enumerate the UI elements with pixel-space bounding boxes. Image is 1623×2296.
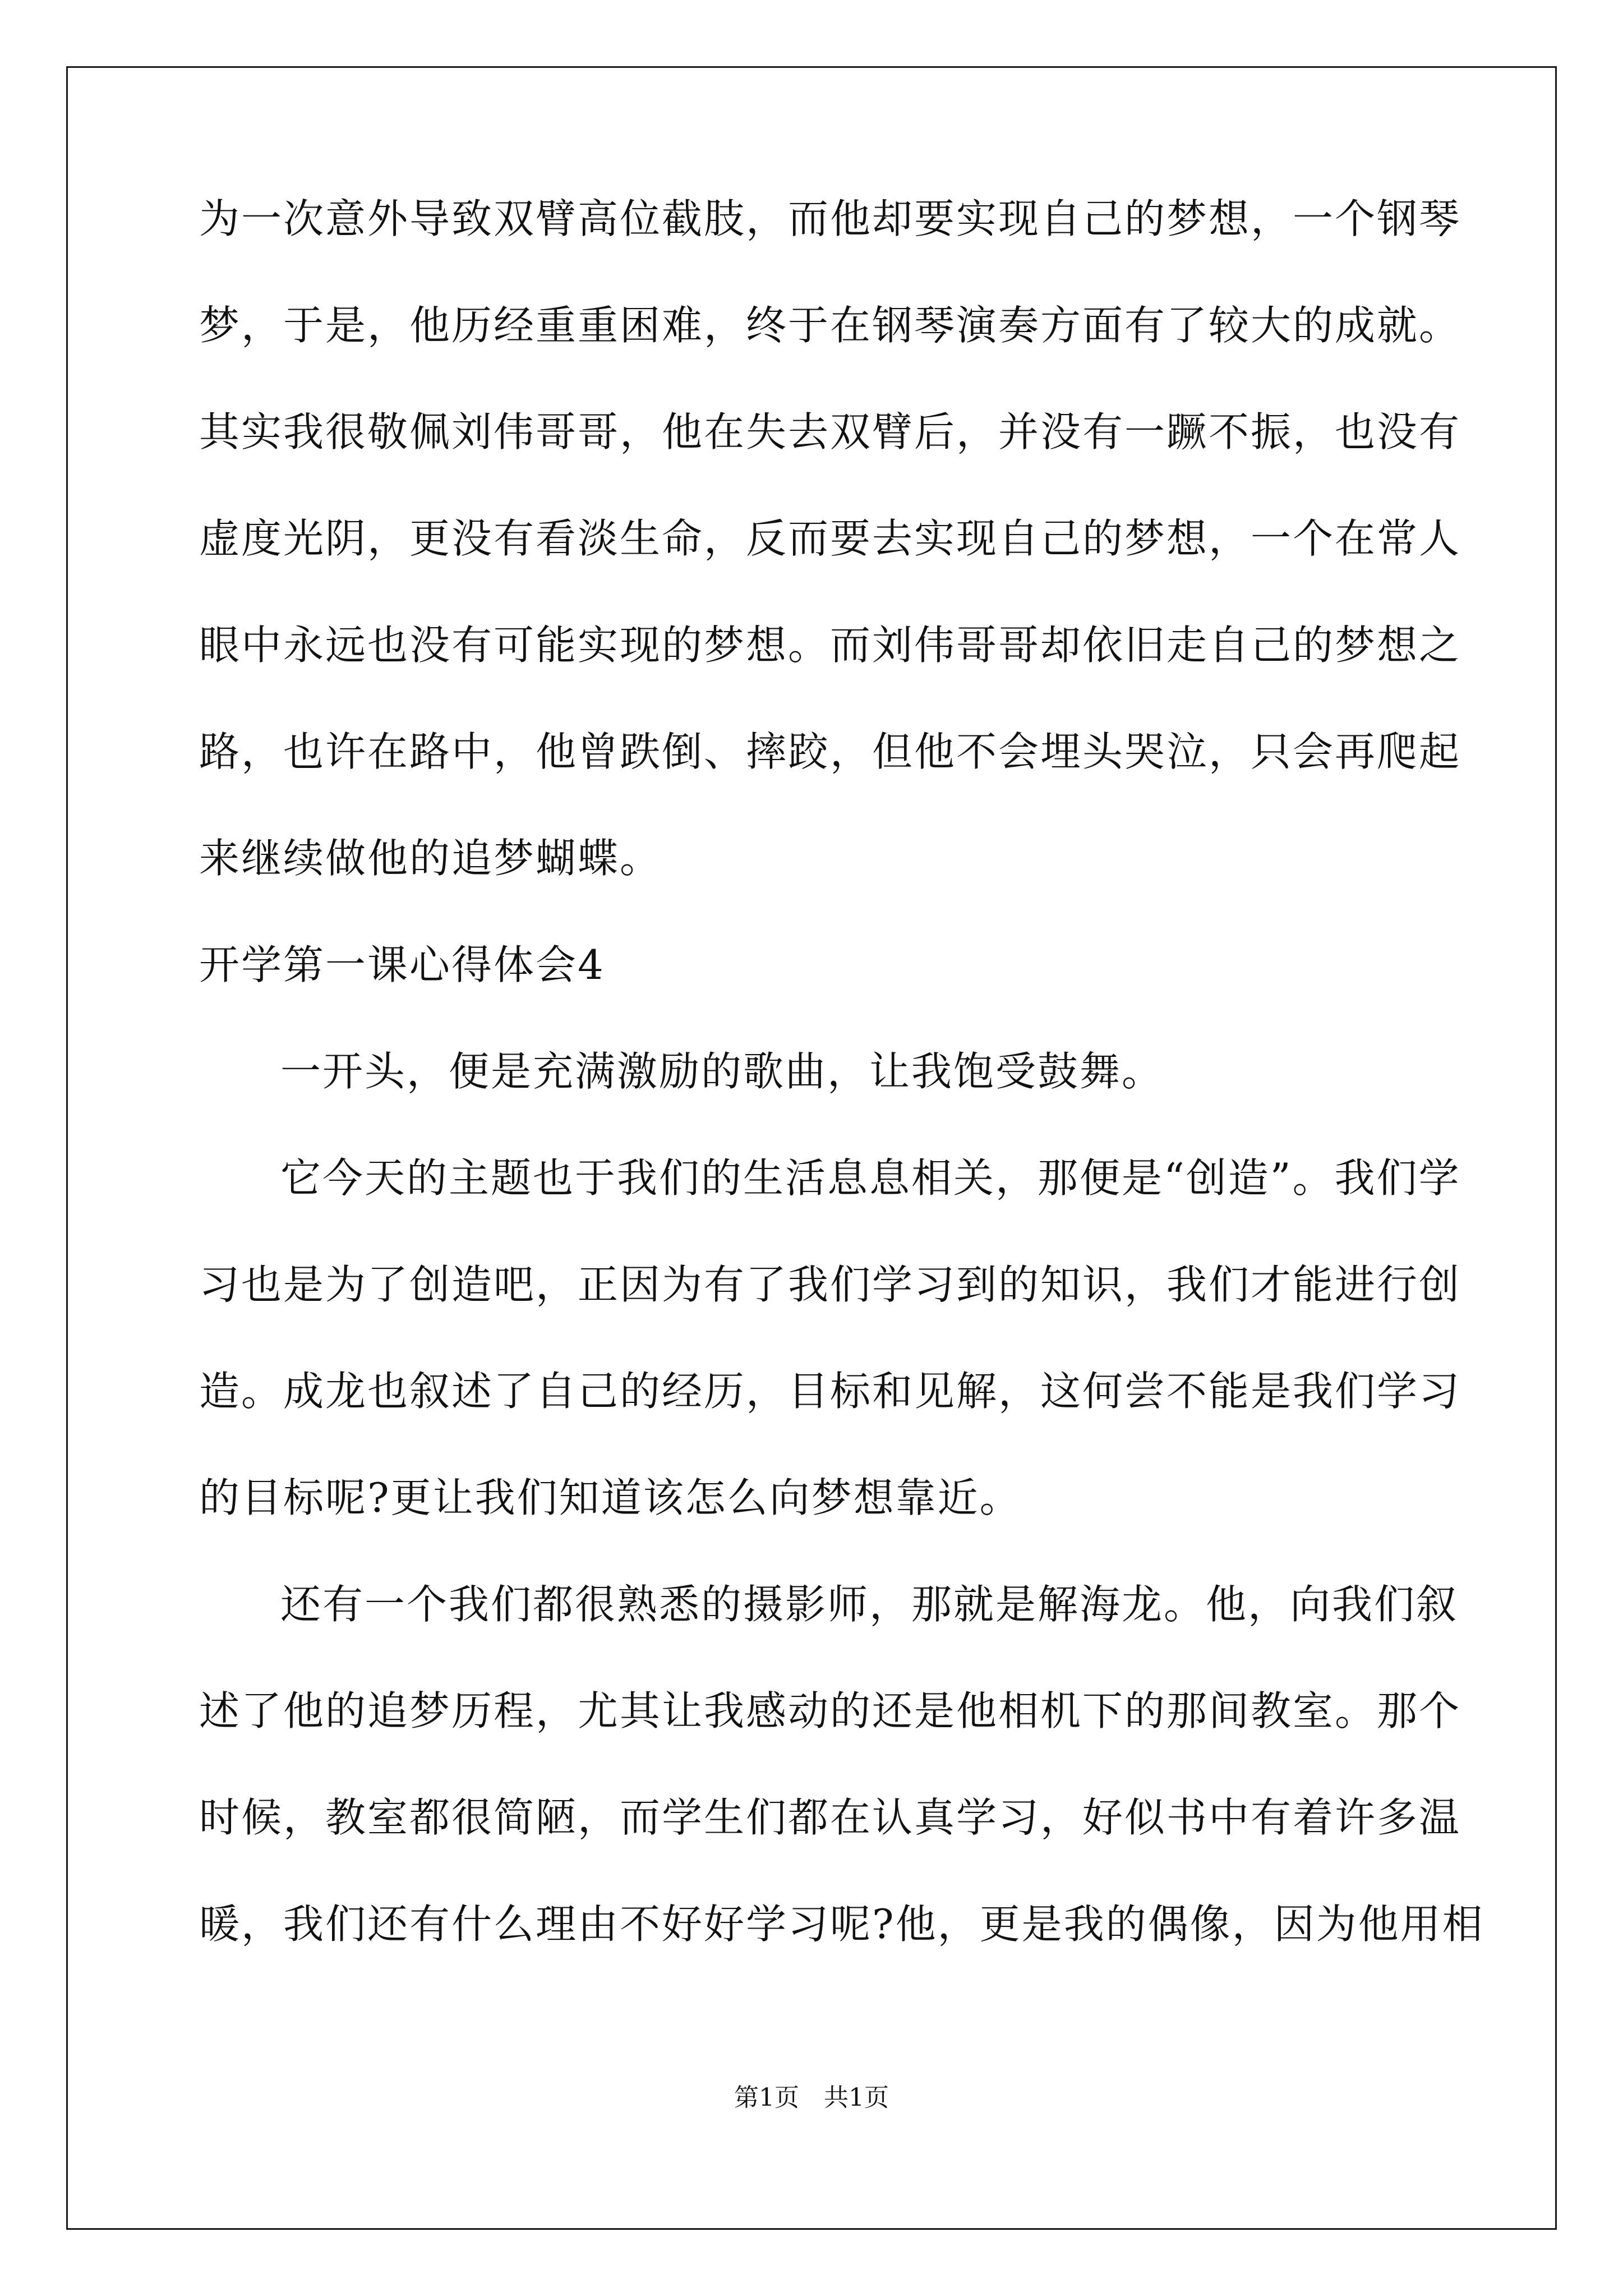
text-line-9: 一开头，便是充满激励的歌曲，让我饱受鼓舞。 [280, 1048, 1164, 1095]
text-line-16: 时候，教室都很简陋，而学生们都在认真学习，好似书中有着许多温 [199, 1794, 1461, 1841]
text-line-3: 其实我很敬佩刘伟哥哥，他在失去双臂后，并没有一蹶不振，也没有 [199, 408, 1461, 455]
text-line-5: 眼中永远也没有可能实现的梦想。而刘伟哥哥却依旧走自己的梦想之 [199, 622, 1461, 669]
section-heading: 开学第一课心得体会4 [199, 941, 605, 988]
text-line-1: 为一次意外导致双臂高位截肢，而他却要实现自己的梦想，一个钢琴 [199, 195, 1461, 242]
text-line-11: 习也是为了创造吧，正因为有了我们学习到的知识，我们才能进行创 [199, 1261, 1461, 1308]
text-line-6: 路，也许在路中，他曾跌倒、摔跤，但他不会埋头哭泣，只会再爬起 [199, 728, 1461, 775]
text-line-2: 梦，于是，他历经重重困难，终于在钢琴演奏方面有了较大的成就。 [199, 302, 1461, 349]
text-line-17: 暖，我们还有什么理由不好好学习呢?他，更是我的偶像，因为他用相 [199, 1901, 1484, 1948]
text-line-14: 还有一个我们都很熟悉的摄影师，那就是解海龙。他，向我们叙 [280, 1581, 1459, 1628]
text-line-4: 虚度光阴，更没有看淡生命，反而要去实现自己的梦想，一个在常人 [199, 515, 1461, 562]
page-footer: 第1页 共1页 [734, 2083, 889, 2112]
text-line-13: 的目标呢?更让我们知道该怎么向梦想靠近。 [199, 1474, 1022, 1521]
text-line-10: 它今天的主题也于我们的生活息息相关，那便是“创造”。我们学 [280, 1154, 1461, 1202]
text-line-7: 来继续做他的追梦蝴蝶。 [199, 835, 662, 882]
text-line-15: 述了他的追梦历程，尤其让我感动的还是他相机下的那间教室。那个 [199, 1687, 1461, 1734]
text-line-12: 造。成龙也叙述了自己的经历，目标和见解，这何尝不能是我们学习 [199, 1368, 1461, 1415]
